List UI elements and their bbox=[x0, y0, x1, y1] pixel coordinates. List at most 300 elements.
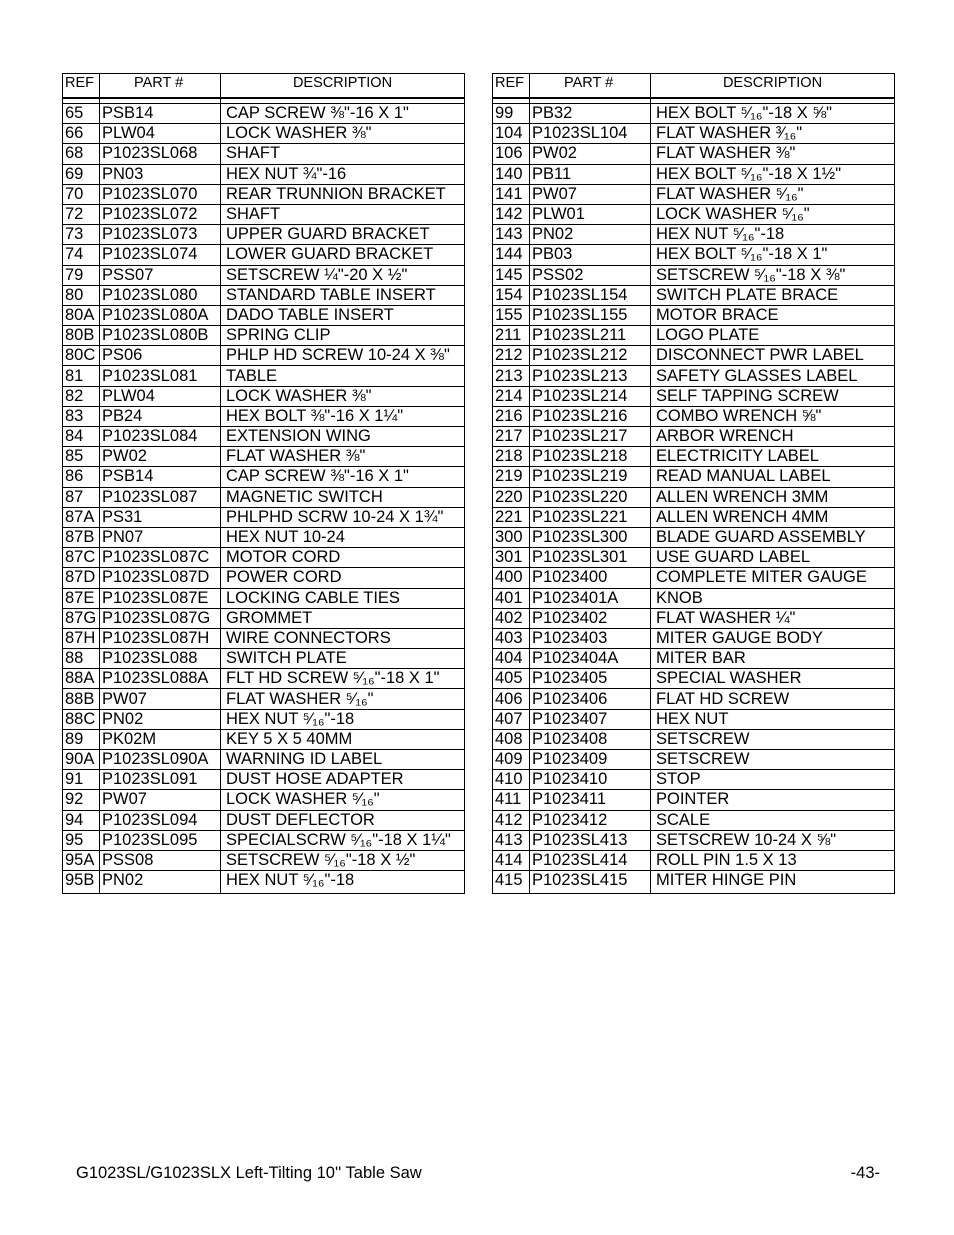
ref-cell: 154 bbox=[493, 285, 530, 305]
part-number-cell: PSB14 bbox=[100, 467, 221, 487]
table-row bbox=[63, 447, 465, 467]
part-number-cell: P1023SL221 bbox=[530, 507, 651, 527]
ref-cell: 404 bbox=[493, 649, 530, 669]
description-cell: SHAFT bbox=[221, 204, 465, 224]
table-row bbox=[63, 568, 465, 588]
table-row bbox=[63, 689, 465, 709]
ref-cell: 89 bbox=[63, 729, 100, 749]
ref-cell: 400 bbox=[493, 568, 530, 588]
ref-cell: 211 bbox=[493, 326, 530, 346]
table-row bbox=[63, 124, 465, 144]
part-number-cell: P1023SL300 bbox=[530, 527, 651, 547]
ref-cell: 94 bbox=[63, 810, 100, 830]
ref-cell: 65 bbox=[63, 104, 100, 124]
ref-cell: 85 bbox=[63, 447, 100, 467]
ref-cell: 82 bbox=[63, 386, 100, 406]
part-number-cell: P1023410 bbox=[530, 770, 651, 790]
table-header-row bbox=[63, 74, 465, 99]
ref-cell: 142 bbox=[493, 204, 530, 224]
table-row bbox=[493, 729, 895, 749]
table-row bbox=[63, 406, 465, 426]
part-number-cell: PN02 bbox=[100, 871, 221, 894]
table-row bbox=[493, 810, 895, 830]
table-row bbox=[493, 709, 895, 729]
ref-cell: 95 bbox=[63, 830, 100, 850]
part-number-cell: PLW01 bbox=[530, 204, 651, 224]
part-number-cell: PW07 bbox=[100, 790, 221, 810]
part-column-header: PART # bbox=[100, 74, 221, 99]
ref-cell: 87B bbox=[63, 527, 100, 547]
ref-cell: 86 bbox=[63, 467, 100, 487]
ref-cell: 87G bbox=[63, 608, 100, 628]
description-cell: READ MANUAL LABEL bbox=[651, 467, 895, 487]
table-row bbox=[63, 588, 465, 608]
description-cell: HEX NUT 10-24 bbox=[221, 527, 465, 547]
part-number-cell: P1023SL094 bbox=[100, 810, 221, 830]
table-row bbox=[493, 750, 895, 770]
table-row bbox=[493, 184, 895, 204]
table-row bbox=[493, 346, 895, 366]
description-cell: ARBOR WRENCH bbox=[651, 427, 895, 447]
description-cell: SHAFT bbox=[221, 144, 465, 164]
part-number-cell: P1023407 bbox=[530, 709, 651, 729]
ref-cell: 401 bbox=[493, 588, 530, 608]
table-row bbox=[493, 649, 895, 669]
description-cell: FLAT WASHER ⁵⁄₁₆" bbox=[651, 184, 895, 204]
ref-cell: 408 bbox=[493, 729, 530, 749]
footer-page-number: -43- bbox=[850, 1164, 880, 1182]
ref-cell: 217 bbox=[493, 427, 530, 447]
part-number-cell: P1023SL087H bbox=[100, 628, 221, 648]
table-header-row bbox=[493, 74, 895, 99]
table-row bbox=[63, 467, 465, 487]
ref-cell: 80B bbox=[63, 326, 100, 346]
description-cell: MITER GAUGE BODY bbox=[651, 628, 895, 648]
ref-cell: 95A bbox=[63, 850, 100, 870]
description-cell: HEX BOLT ⁵⁄₁₆"-18 X 1½" bbox=[651, 164, 895, 184]
ref-cell: 87C bbox=[63, 548, 100, 568]
description-cell: FLAT WASHER ⅜" bbox=[221, 447, 465, 467]
description-cell: USE GUARD LABEL bbox=[651, 548, 895, 568]
ref-cell: 300 bbox=[493, 527, 530, 547]
part-number-cell: PS31 bbox=[100, 507, 221, 527]
table-row bbox=[493, 588, 895, 608]
ref-cell: 95B bbox=[63, 871, 100, 894]
description-cell: STOP bbox=[651, 770, 895, 790]
description-cell: LOCK WASHER ⅜" bbox=[221, 124, 465, 144]
ref-cell: 80C bbox=[63, 346, 100, 366]
description-cell: REAR TRUNNION BRACKET bbox=[221, 184, 465, 204]
ref-cell: 411 bbox=[493, 790, 530, 810]
ref-cell: 221 bbox=[493, 507, 530, 527]
part-number-cell: P1023SL070 bbox=[100, 184, 221, 204]
part-number-cell: P1023SL080 bbox=[100, 285, 221, 305]
table-row bbox=[63, 204, 465, 224]
description-cell: UPPER GUARD BRACKET bbox=[221, 225, 465, 245]
part-number-cell: P1023402 bbox=[530, 608, 651, 628]
part-number-cell: P1023403 bbox=[530, 628, 651, 648]
table-row bbox=[63, 184, 465, 204]
table-row bbox=[493, 427, 895, 447]
part-number-cell: PSB14 bbox=[100, 104, 221, 124]
table-row bbox=[493, 124, 895, 144]
ref-cell: 72 bbox=[63, 204, 100, 224]
part-number-cell: PN07 bbox=[100, 527, 221, 547]
table-row bbox=[493, 608, 895, 628]
table-row bbox=[493, 830, 895, 850]
part-number-cell: PB03 bbox=[530, 245, 651, 265]
ref-cell: 87E bbox=[63, 588, 100, 608]
description-cell: DUST DEFLECTOR bbox=[221, 810, 465, 830]
description-cell: SETSCREW 10-24 X ⅝" bbox=[651, 830, 895, 850]
ref-cell: 219 bbox=[493, 467, 530, 487]
description-cell: SETSCREW bbox=[651, 750, 895, 770]
ref-cell: 84 bbox=[63, 427, 100, 447]
description-cell: LOCK WASHER ⁵⁄₁₆" bbox=[651, 204, 895, 224]
table-row bbox=[63, 225, 465, 245]
description-cell: DUST HOSE ADAPTER bbox=[221, 770, 465, 790]
description-cell: SPRING CLIP bbox=[221, 326, 465, 346]
table-row bbox=[493, 245, 895, 265]
ref-cell: 83 bbox=[63, 406, 100, 426]
ref-cell: 402 bbox=[493, 608, 530, 628]
table-row bbox=[493, 305, 895, 325]
ref-cell: 413 bbox=[493, 830, 530, 850]
part-number-cell: P1023SL087 bbox=[100, 487, 221, 507]
part-number-cell: P1023SL081 bbox=[100, 366, 221, 386]
table-row bbox=[63, 285, 465, 305]
description-cell: MITER HINGE PIN bbox=[651, 871, 895, 894]
table-row bbox=[493, 507, 895, 527]
ref-cell: 213 bbox=[493, 366, 530, 386]
ref-cell: 87D bbox=[63, 568, 100, 588]
description-cell: KNOB bbox=[651, 588, 895, 608]
footer-document-title: G1023SL/G1023SLX Left-Tilting 10'' Table Saw bbox=[76, 1164, 422, 1182]
part-number-cell: P1023409 bbox=[530, 750, 651, 770]
description-cell: CAP SCREW ⅜"-16 X 1" bbox=[221, 467, 465, 487]
part-number-cell: P1023SL219 bbox=[530, 467, 651, 487]
parts-table-left bbox=[62, 73, 465, 894]
ref-cell: 141 bbox=[493, 184, 530, 204]
part-number-cell: PW07 bbox=[530, 184, 651, 204]
description-column-header: DESCRIPTION bbox=[221, 74, 465, 99]
description-cell: MOTOR BRACE bbox=[651, 305, 895, 325]
table-row bbox=[63, 729, 465, 749]
description-cell: SETSCREW bbox=[651, 729, 895, 749]
part-number-cell: P1023406 bbox=[530, 689, 651, 709]
description-cell: SETSCREW ⁵⁄₁₆"-18 X ⅜" bbox=[651, 265, 895, 285]
part-number-cell: PN02 bbox=[100, 709, 221, 729]
description-cell: EXTENSION WING bbox=[221, 427, 465, 447]
description-cell: LOWER GUARD BRACKET bbox=[221, 245, 465, 265]
ref-cell: 412 bbox=[493, 810, 530, 830]
table-row bbox=[493, 669, 895, 689]
part-number-cell: P1023SL220 bbox=[530, 487, 651, 507]
ref-cell: 88A bbox=[63, 669, 100, 689]
part-number-cell: P1023SL091 bbox=[100, 770, 221, 790]
table-row bbox=[63, 608, 465, 628]
description-cell: COMBO WRENCH ⅝" bbox=[651, 406, 895, 426]
part-number-cell: P1023SL087G bbox=[100, 608, 221, 628]
description-cell: ROLL PIN 1.5 X 13 bbox=[651, 850, 895, 870]
description-cell: KEY 5 X 5 40MM bbox=[221, 729, 465, 749]
description-cell: TABLE bbox=[221, 366, 465, 386]
ref-cell: 92 bbox=[63, 790, 100, 810]
table-row bbox=[63, 770, 465, 790]
table-row bbox=[63, 527, 465, 547]
ref-cell: 410 bbox=[493, 770, 530, 790]
description-cell: STANDARD TABLE INSERT bbox=[221, 285, 465, 305]
ref-cell: 414 bbox=[493, 850, 530, 870]
description-cell: PHLPHD SCRW 10-24 X 1¾" bbox=[221, 507, 465, 527]
part-number-cell: P1023SL218 bbox=[530, 447, 651, 467]
table-row bbox=[493, 527, 895, 547]
ref-cell: 68 bbox=[63, 144, 100, 164]
part-number-cell: PB32 bbox=[530, 104, 651, 124]
ref-cell: 407 bbox=[493, 709, 530, 729]
table-row bbox=[63, 871, 465, 894]
description-cell: ALLEN WRENCH 4MM bbox=[651, 507, 895, 527]
description-cell: LOCKING CABLE TIES bbox=[221, 588, 465, 608]
part-number-cell: PLW04 bbox=[100, 124, 221, 144]
ref-cell: 140 bbox=[493, 164, 530, 184]
description-column-header: DESCRIPTION bbox=[651, 74, 895, 99]
ref-cell: 220 bbox=[493, 487, 530, 507]
ref-cell: 155 bbox=[493, 305, 530, 325]
ref-column-header: REF bbox=[493, 74, 530, 99]
table-row bbox=[63, 507, 465, 527]
table-row bbox=[63, 750, 465, 770]
description-cell: MITER BAR bbox=[651, 649, 895, 669]
ref-cell: 415 bbox=[493, 871, 530, 894]
description-cell: DADO TABLE INSERT bbox=[221, 305, 465, 325]
part-number-cell: P1023SL211 bbox=[530, 326, 651, 346]
ref-cell: 218 bbox=[493, 447, 530, 467]
description-cell: SPECIALSCRW ⁵⁄₁₆"-18 X 1¼" bbox=[221, 830, 465, 850]
ref-cell: 70 bbox=[63, 184, 100, 204]
description-cell: HEX NUT ⁵⁄₁₆"-18 bbox=[651, 225, 895, 245]
part-number-cell: P1023405 bbox=[530, 669, 651, 689]
part-number-cell: P1023400 bbox=[530, 568, 651, 588]
part-number-cell: P1023SL213 bbox=[530, 366, 651, 386]
part-number-cell: P1023SL212 bbox=[530, 346, 651, 366]
description-cell: HEX NUT ⁵⁄₁₆"-18 bbox=[221, 871, 465, 894]
description-cell: HEX BOLT ⅜"-16 X 1¼" bbox=[221, 406, 465, 426]
ref-cell: 145 bbox=[493, 265, 530, 285]
part-number-cell: P1023SL080A bbox=[100, 305, 221, 325]
ref-cell: 88B bbox=[63, 689, 100, 709]
part-number-cell: PN02 bbox=[530, 225, 651, 245]
description-cell: LOGO PLATE bbox=[651, 326, 895, 346]
description-cell: WIRE CONNECTORS bbox=[221, 628, 465, 648]
ref-cell: 106 bbox=[493, 144, 530, 164]
part-number-cell: P1023SL087E bbox=[100, 588, 221, 608]
description-cell: SAFETY GLASSES LABEL bbox=[651, 366, 895, 386]
description-cell: SWITCH PLATE BRACE bbox=[651, 285, 895, 305]
ref-cell: 87 bbox=[63, 487, 100, 507]
ref-cell: 405 bbox=[493, 669, 530, 689]
ref-cell: 87A bbox=[63, 507, 100, 527]
part-number-cell: P1023SL080B bbox=[100, 326, 221, 346]
table-row bbox=[493, 164, 895, 184]
part-number-cell: P1023SL074 bbox=[100, 245, 221, 265]
part-number-cell: PW02 bbox=[100, 447, 221, 467]
part-number-cell: PSS08 bbox=[100, 850, 221, 870]
ref-cell: 99 bbox=[493, 104, 530, 124]
table-row bbox=[63, 265, 465, 285]
description-cell: FLAT WASHER ¼" bbox=[651, 608, 895, 628]
table-row bbox=[493, 850, 895, 870]
table-row bbox=[63, 427, 465, 447]
ref-cell: 214 bbox=[493, 386, 530, 406]
part-number-cell: P1023SL084 bbox=[100, 427, 221, 447]
description-cell: ELECTRICITY LABEL bbox=[651, 447, 895, 467]
table-row bbox=[493, 628, 895, 648]
ref-cell: 80A bbox=[63, 305, 100, 325]
description-cell: WARNING ID LABEL bbox=[221, 750, 465, 770]
table-row bbox=[493, 204, 895, 224]
part-number-cell: P1023SL088A bbox=[100, 669, 221, 689]
part-number-cell: P1023SL090A bbox=[100, 750, 221, 770]
description-cell: MOTOR CORD bbox=[221, 548, 465, 568]
table-row bbox=[493, 265, 895, 285]
ref-cell: 212 bbox=[493, 346, 530, 366]
ref-cell: 143 bbox=[493, 225, 530, 245]
description-cell: BLADE GUARD ASSEMBLY bbox=[651, 527, 895, 547]
table-row bbox=[63, 649, 465, 669]
table-row bbox=[493, 487, 895, 507]
description-cell: SCALE bbox=[651, 810, 895, 830]
part-number-cell: P1023404A bbox=[530, 649, 651, 669]
table-row bbox=[493, 447, 895, 467]
ref-cell: 73 bbox=[63, 225, 100, 245]
description-cell: COMPLETE MITER GAUGE bbox=[651, 568, 895, 588]
part-number-cell: PN03 bbox=[100, 164, 221, 184]
part-number-cell: PB24 bbox=[100, 406, 221, 426]
table-row bbox=[493, 548, 895, 568]
description-cell: ALLEN WRENCH 3MM bbox=[651, 487, 895, 507]
description-cell: CAP SCREW ⅜"-16 X 1" bbox=[221, 104, 465, 124]
table-row bbox=[63, 850, 465, 870]
ref-cell: 79 bbox=[63, 265, 100, 285]
description-cell: DISCONNECT PWR LABEL bbox=[651, 346, 895, 366]
table-row bbox=[63, 487, 465, 507]
part-number-cell: P1023408 bbox=[530, 729, 651, 749]
table-row bbox=[493, 144, 895, 164]
description-cell: MAGNETIC SWITCH bbox=[221, 487, 465, 507]
description-cell: LOCK WASHER ⅜" bbox=[221, 386, 465, 406]
part-column-header: PART # bbox=[530, 74, 651, 99]
ref-cell: 409 bbox=[493, 750, 530, 770]
ref-cell: 144 bbox=[493, 245, 530, 265]
description-cell: FLAT WASHER ³⁄₁₆" bbox=[651, 124, 895, 144]
part-number-cell: P1023SL087C bbox=[100, 548, 221, 568]
part-number-cell: PW02 bbox=[530, 144, 651, 164]
table-row bbox=[63, 346, 465, 366]
table-row bbox=[493, 871, 895, 894]
ref-cell: 216 bbox=[493, 406, 530, 426]
ref-cell: 91 bbox=[63, 770, 100, 790]
description-cell: SWITCH PLATE bbox=[221, 649, 465, 669]
description-cell: POINTER bbox=[651, 790, 895, 810]
description-cell: PHLP HD SCREW 10-24 X ⅜" bbox=[221, 346, 465, 366]
part-number-cell: P1023SL095 bbox=[100, 830, 221, 850]
table-row bbox=[63, 810, 465, 830]
table-row bbox=[493, 386, 895, 406]
ref-column-header: REF bbox=[63, 74, 100, 99]
ref-cell: 90A bbox=[63, 750, 100, 770]
part-number-cell: P1023SL415 bbox=[530, 871, 651, 894]
table-row bbox=[63, 144, 465, 164]
part-number-cell: P1023SL214 bbox=[530, 386, 651, 406]
table-row bbox=[63, 790, 465, 810]
ref-cell: 104 bbox=[493, 124, 530, 144]
ref-cell: 88 bbox=[63, 649, 100, 669]
part-number-cell: PB11 bbox=[530, 164, 651, 184]
table-row bbox=[493, 790, 895, 810]
part-number-cell: PW07 bbox=[100, 689, 221, 709]
table-row bbox=[493, 689, 895, 709]
ref-cell: 403 bbox=[493, 628, 530, 648]
ref-cell: 301 bbox=[493, 548, 530, 568]
description-cell: LOCK WASHER ⁵⁄₁₆" bbox=[221, 790, 465, 810]
table-row bbox=[63, 548, 465, 568]
description-cell: HEX NUT ⁵⁄₁₆"-18 bbox=[221, 709, 465, 729]
ref-cell: 406 bbox=[493, 689, 530, 709]
table-row bbox=[63, 366, 465, 386]
table-row bbox=[493, 366, 895, 386]
part-number-cell: PSS07 bbox=[100, 265, 221, 285]
ref-cell: 81 bbox=[63, 366, 100, 386]
parts-table-right bbox=[492, 73, 895, 894]
description-cell: FLAT WASHER ⁵⁄₁₆" bbox=[221, 689, 465, 709]
table-row bbox=[493, 770, 895, 790]
description-cell: SELF TAPPING SCREW bbox=[651, 386, 895, 406]
table-row bbox=[63, 386, 465, 406]
table-row bbox=[63, 164, 465, 184]
table-row bbox=[63, 245, 465, 265]
part-number-cell: P1023401A bbox=[530, 588, 651, 608]
part-number-cell: PSS02 bbox=[530, 265, 651, 285]
part-number-cell: P1023SL072 bbox=[100, 204, 221, 224]
part-number-cell: P1023SL413 bbox=[530, 830, 651, 850]
table-row bbox=[493, 104, 895, 124]
ref-cell: 80 bbox=[63, 285, 100, 305]
part-number-cell: PK02M bbox=[100, 729, 221, 749]
description-cell: FLAT WASHER ⅜" bbox=[651, 144, 895, 164]
description-cell: HEX NUT ¾"-16 bbox=[221, 164, 465, 184]
table-row bbox=[493, 225, 895, 245]
part-number-cell: PLW04 bbox=[100, 386, 221, 406]
description-cell: HEX BOLT ⁵⁄₁₆"-18 X ⅝" bbox=[651, 104, 895, 124]
table-row bbox=[63, 709, 465, 729]
description-cell: FLT HD SCREW ⁵⁄₁₆"-18 X 1" bbox=[221, 669, 465, 689]
description-cell: GROMMET bbox=[221, 608, 465, 628]
table-row bbox=[63, 104, 465, 124]
table-row bbox=[493, 285, 895, 305]
part-number-cell: P1023411 bbox=[530, 790, 651, 810]
ref-cell: 69 bbox=[63, 164, 100, 184]
part-number-cell: P1023SL154 bbox=[530, 285, 651, 305]
table-row bbox=[493, 467, 895, 487]
description-cell: POWER CORD bbox=[221, 568, 465, 588]
part-number-cell: P1023SL217 bbox=[530, 427, 651, 447]
part-number-cell: P1023SL073 bbox=[100, 225, 221, 245]
part-number-cell: P1023SL104 bbox=[530, 124, 651, 144]
description-cell: HEX BOLT ⁵⁄₁₆"-18 X 1" bbox=[651, 245, 895, 265]
part-number-cell: P1023SL088 bbox=[100, 649, 221, 669]
table-row bbox=[493, 326, 895, 346]
